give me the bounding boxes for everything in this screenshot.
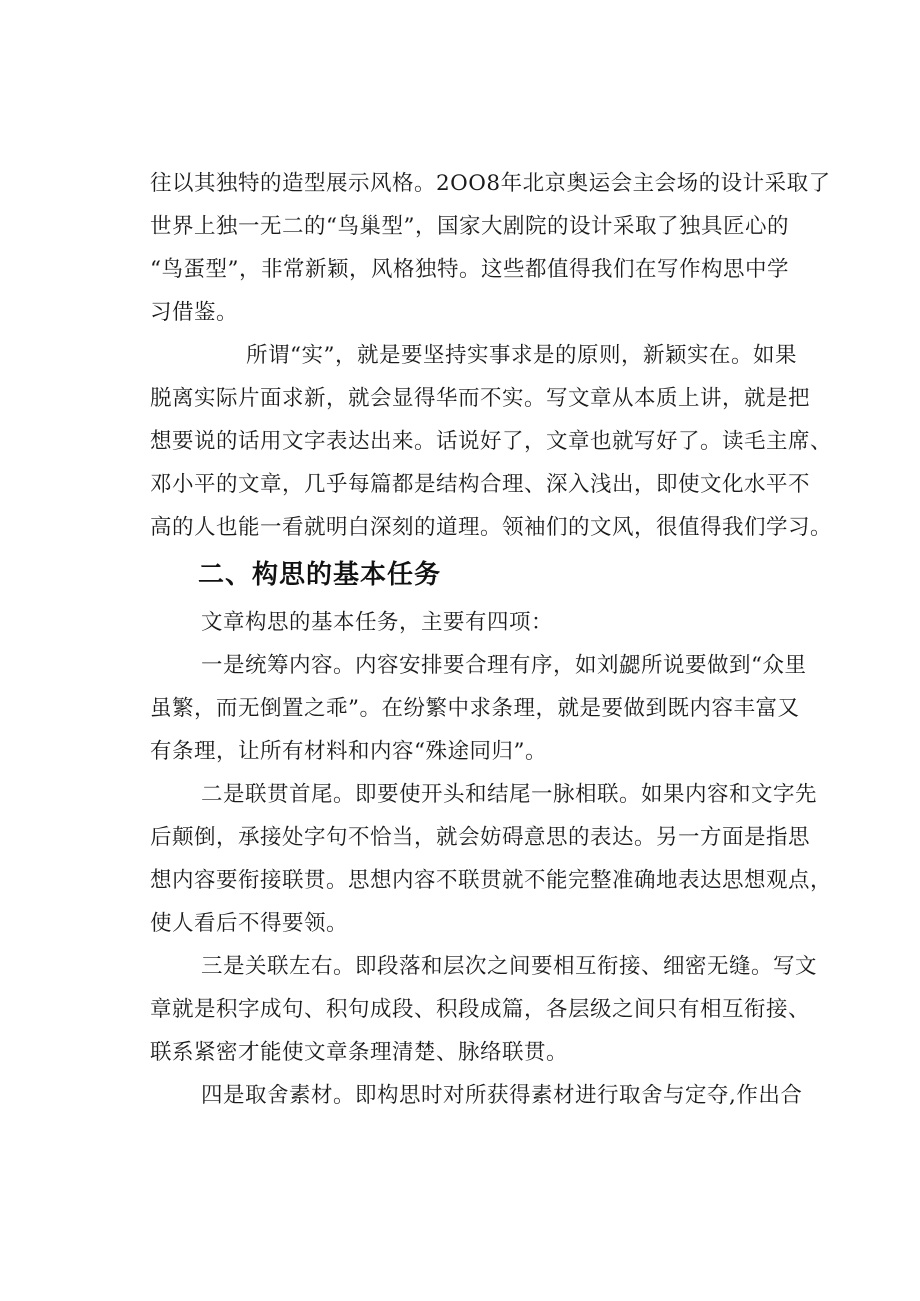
text-line: 高的人也能一看就明白深刻的道理。领袖们的文风，很值得我们学习。 bbox=[150, 515, 833, 540]
text-line: 四是取舍素材。即构思时对所获得素材进行取舍与定夺,作出合 bbox=[201, 1083, 803, 1108]
text-line: 世界上独一无二的“鸟巢型”，国家大剧院的设计采取了独具匠心的 bbox=[150, 214, 789, 239]
text-line: 一是统筹内容。内容安排要合理有序，如刘勰所说要做到“众里 bbox=[201, 653, 807, 678]
paragraph-task-3 bbox=[150, 945, 818, 1074]
text-line: 二是联贯首尾。即要使开头和结尾一脉相联。如果内容和文字先 bbox=[201, 782, 818, 807]
paragraph-task-4 bbox=[150, 1074, 803, 1117]
paragraph-intro bbox=[150, 601, 800, 644]
text-line: 章就是积字成句、积句成段、积段成篇，各层级之间只有相互衔接、 bbox=[150, 997, 811, 1022]
text-line: 使人看后不得要领。 bbox=[150, 911, 349, 936]
text-line: 虽繁，而无倒置之乖”。在纷繁中求条理，就是要做到既内容丰富又 bbox=[150, 696, 800, 721]
document-body bbox=[150, 162, 833, 1117]
text-line: 想要说的话用文字表达出来。话说好了，文章也就写好了。读毛主席、 bbox=[150, 429, 833, 454]
paragraph-task-1 bbox=[150, 644, 807, 773]
text-line: 邓小平的文章，几乎每篇都是结构合理、深入浅出，即使文化水平不 bbox=[150, 472, 811, 497]
text-line: 有条理，让所有材料和内容“殊途同归”。 bbox=[150, 739, 547, 764]
text-line: 所谓“实”，就是要坚持实事求是的原则，新颖实在。如果 bbox=[246, 343, 797, 368]
section-heading: 二、构思的基本任务 bbox=[198, 560, 442, 590]
paragraph-shi-principle bbox=[150, 334, 833, 549]
text-line: 后颠倒，承接处字句不恰当，就会妨碍意思的表达。另一方面是指思 bbox=[150, 825, 811, 850]
paragraph-architecture-examples bbox=[150, 162, 831, 334]
paragraph-task-2 bbox=[150, 773, 833, 945]
text-line: 想内容要衔接联贯。思想内容不联贯就不能完整准确地表达思想观点， bbox=[150, 868, 833, 893]
text-line: 联系紧密才能使文章条理清楚、脉络联贯。 bbox=[150, 1040, 569, 1065]
text-line: 文章构思的基本任务，主要有四项： bbox=[201, 610, 554, 635]
text-line: 三是关联左右。即段落和层次之间要相互衔接、细密无缝。写文 bbox=[201, 954, 818, 979]
text-line: 脱离实际片面求新，就会显得华而不实。写文章从本质上讲，就是把 bbox=[150, 386, 811, 411]
text-line: “鸟蛋型”，非常新颖，风格独特。这些都值得我们在写作构思中学 bbox=[150, 257, 789, 282]
text-line: 习借鉴。 bbox=[150, 300, 239, 325]
text-line: 往以其独特的造型展示风格。2OO8年北京奥运会主会场的设计采取了 bbox=[150, 171, 831, 196]
